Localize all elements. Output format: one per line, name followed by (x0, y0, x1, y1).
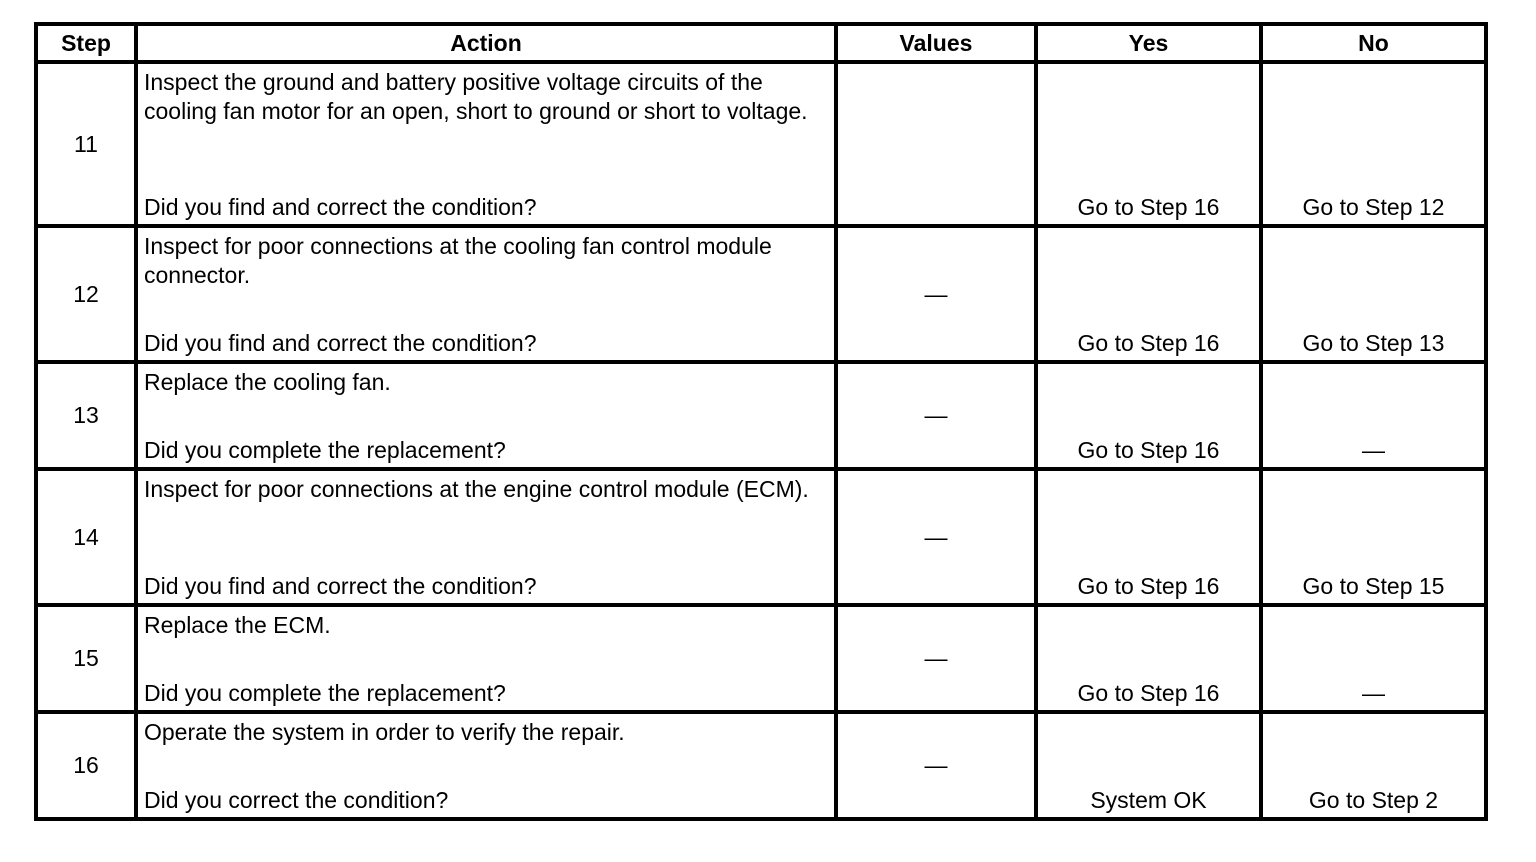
header-action: Action (136, 24, 836, 62)
header-row (36, 24, 1486, 62)
yes-cell (1036, 62, 1261, 226)
step-number: 15 (36, 605, 136, 712)
action-instruction: Inspect for poor connections at the engine control module (ECM). (144, 476, 809, 502)
table-row (36, 226, 1486, 362)
no-result: Go to Step 13 (1302, 330, 1445, 356)
table-header (36, 24, 1486, 62)
header-no: No (1261, 24, 1486, 62)
step-number: 16 (36, 712, 136, 819)
yes-result: Go to Step 16 (1077, 573, 1220, 599)
values-cell (836, 62, 1036, 226)
table-row (36, 62, 1486, 226)
action-cell (136, 226, 836, 362)
no-result: Go to Step 2 (1308, 787, 1439, 813)
no-result: — (1362, 437, 1385, 463)
yes-result: Go to Step 16 (1077, 330, 1220, 356)
step-number: 12 (36, 226, 136, 362)
step-number: 14 (36, 469, 136, 605)
table-row (36, 605, 1486, 712)
values-cell: — (836, 712, 1036, 819)
action-instruction: Inspect the ground and battery positive voltage circuits of the cooling fan motor for an open, short to ground or short to voltage. (144, 69, 808, 124)
no-cell (1261, 62, 1486, 226)
action-cell (136, 712, 836, 819)
yes-result: Go to Step 16 (1077, 437, 1220, 463)
action-instruction: Replace the cooling fan. (144, 369, 391, 395)
action-instruction: Replace the ECM. (144, 612, 331, 638)
table-row (36, 362, 1486, 469)
yes-result: Go to Step 16 (1077, 194, 1220, 220)
table-row (36, 712, 1486, 819)
values-cell: — (836, 226, 1036, 362)
action-instruction: Operate the system in order to verify the repair. (144, 719, 625, 745)
action-cell (136, 62, 836, 226)
step-number: 13 (36, 362, 136, 469)
no-result: — (1362, 680, 1385, 706)
yes-cell (1036, 605, 1261, 712)
action-question: Did you find and correct the condition? (144, 573, 537, 599)
values-cell: — (836, 605, 1036, 712)
action-question: Did you correct the condition? (144, 787, 449, 813)
action-cell (136, 605, 836, 712)
action-cell (136, 362, 836, 469)
action-question: Did you find and correct the condition? (144, 194, 537, 220)
no-result: Go to Step 12 (1302, 194, 1445, 220)
yes-cell (1036, 469, 1261, 605)
yes-result: Go to Step 16 (1077, 680, 1220, 706)
action-question: Did you complete the replacement? (144, 680, 506, 706)
diagnostic-table (34, 22, 1488, 821)
no-cell (1261, 362, 1486, 469)
no-result: Go to Step 15 (1302, 573, 1445, 599)
table-body (36, 62, 1486, 819)
header-step: Step (36, 24, 136, 62)
no-cell (1261, 226, 1486, 362)
action-instruction: Inspect for poor connections at the cooling fan control module connector. (144, 233, 772, 288)
no-cell (1261, 605, 1486, 712)
values-cell: — (836, 469, 1036, 605)
yes-result: System OK (1090, 787, 1207, 813)
no-cell (1261, 469, 1486, 605)
no-cell (1261, 712, 1486, 819)
yes-cell (1036, 712, 1261, 819)
header-yes: Yes (1036, 24, 1261, 62)
yes-cell (1036, 362, 1261, 469)
action-question: Did you complete the replacement? (144, 437, 506, 463)
header-values: Values (836, 24, 1036, 62)
values-cell: — (836, 362, 1036, 469)
step-number: 11 (36, 62, 136, 226)
action-cell (136, 469, 836, 605)
yes-cell (1036, 226, 1261, 362)
action-question: Did you find and correct the condition? (144, 330, 537, 356)
table-row (36, 469, 1486, 605)
